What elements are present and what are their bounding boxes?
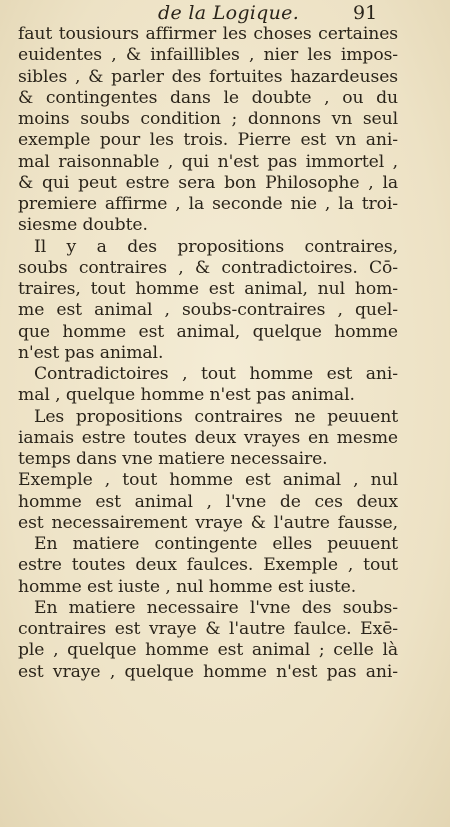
text-line: euidentes , & infaillibles , nier les impos- — [18, 45, 398, 66]
text-line: homme est animal , l'vne de ces deux — [18, 491, 398, 512]
text-line: En matiere necessaire l'vne des soubs- — [34, 597, 398, 618]
text-line: Contradictoires , tout homme est ani- — [34, 364, 398, 384]
text-line: me est animal , soubs-contraires , quel- — [18, 300, 398, 321]
page-number: 91 — [353, 2, 378, 24]
text-line: contraires est vraye & l'autre faulce. Exē- — [18, 619, 398, 639]
text-line: Les propositions contraires ne peuuent — [34, 406, 398, 427]
body-text — [18, 24, 398, 683]
text-line: soubs contraires , & contradictoires. Cō- — [18, 257, 398, 278]
text-line: mal , quelque homme n'est pas animal. — [18, 385, 355, 406]
text-line: est vraye , quelque homme n'est pas ani- — [18, 661, 398, 682]
text-line: iamais estre toutes deux vrayes en mesme — [18, 427, 398, 448]
text-line: mal raisonnable , qui n'est pas immortel , — [18, 151, 398, 172]
text-line: homme est iuste , nul homme est iuste. — [18, 576, 357, 597]
running-head — [0, 2, 450, 24]
text-line: siesme doubte. — [18, 215, 148, 236]
text-line: sibles , & parler des fortuites hazardeuses — [18, 66, 398, 87]
text-line: Il y a des propositions contraires, — [34, 236, 398, 257]
text-line: faut tousiours affirmer les choses certaines — [18, 24, 398, 44]
text-line: n'est pas animal. — [18, 342, 164, 363]
text-line: temps dans vne matiere necessaire. — [18, 449, 328, 469]
text-line: moins soubs condition ; donnons vn seul — [18, 109, 398, 129]
text-line: que homme est animal, quelque homme — [18, 321, 398, 342]
text-line: premiere affirme , la seconde nie , la troi- — [18, 194, 398, 214]
text-line: traires, tout homme est animal, nul hom- — [18, 279, 398, 299]
text-line: & contingentes dans le doubte , ou du — [18, 87, 398, 108]
text-line: ple , quelque homme est animal ; celle là — [18, 640, 398, 661]
text-line: & qui peut estre sera bon Philosophe , la — [18, 172, 398, 193]
text-line: exemple pour les trois. Pierre est vn ani- — [18, 130, 398, 151]
text-line: estre toutes deux faulces. Exemple , tout — [18, 555, 398, 576]
text-line: Exemple , tout homme est animal , nul — [18, 470, 398, 491]
text-line: En matiere contingente elles peuuent — [34, 534, 398, 554]
running-head-title: de la Logique. — [158, 2, 300, 24]
text-line: est necessairement vraye & l'autre fausse, — [18, 512, 398, 533]
